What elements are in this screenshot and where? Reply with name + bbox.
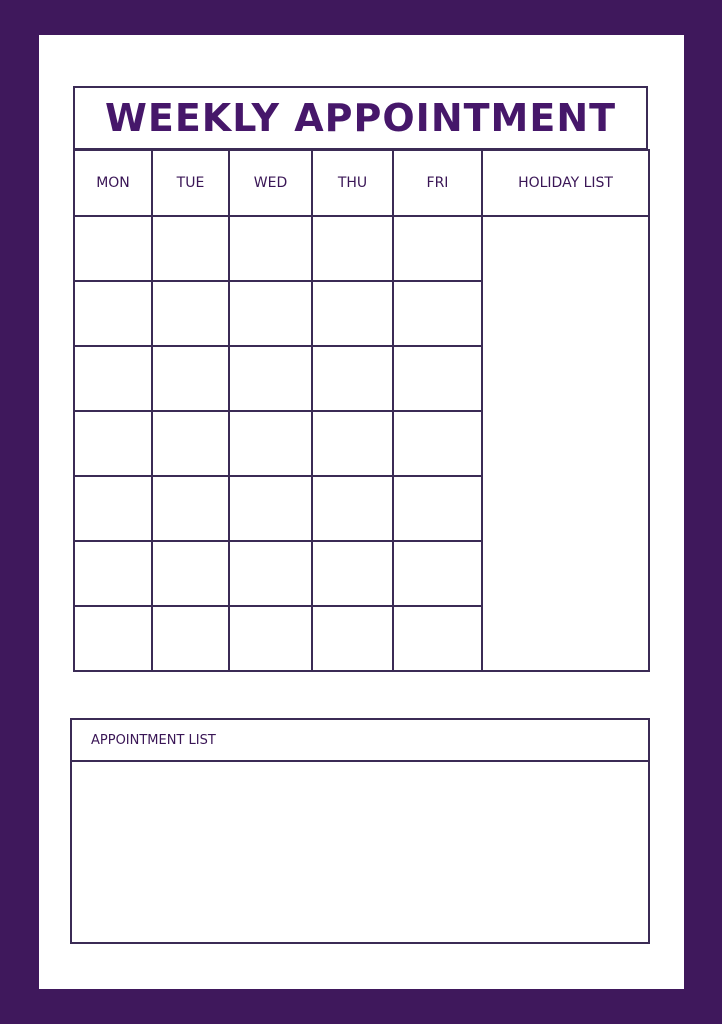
appointment-cell[interactable] [152,411,229,476]
day-header-fri: FRI [393,150,482,216]
day-header-thu: THU [312,150,393,216]
appointment-list-header [72,720,648,762]
appointment-cell[interactable] [74,281,152,346]
appointment-cell[interactable] [229,346,312,411]
appointment-cell[interactable] [393,606,482,671]
appointment-cell[interactable] [312,476,393,541]
day-header-mon: MON [74,150,152,216]
appointment-cell[interactable] [393,281,482,346]
appointment-cell[interactable] [74,606,152,671]
page-title: WEEKLY APPOINTMENT [104,96,617,140]
appointment-cell[interactable] [229,281,312,346]
appointment-cell[interactable] [229,216,312,281]
appointment-cell[interactable] [312,606,393,671]
appointment-cell[interactable] [312,541,393,606]
appointment-cell[interactable] [393,541,482,606]
appointment-list-box [70,718,650,944]
appointment-cell[interactable] [152,346,229,411]
table-row [74,216,649,281]
holiday-list-header: HOLIDAY LIST [482,150,649,216]
appointment-cell[interactable] [74,346,152,411]
appointment-cell[interactable] [393,476,482,541]
appointment-cell[interactable] [229,541,312,606]
appointment-cell[interactable] [393,346,482,411]
appointment-cell[interactable] [74,541,152,606]
appointment-cell[interactable] [74,476,152,541]
appointment-cell[interactable] [74,411,152,476]
appointment-list-area[interactable] [72,762,648,942]
appointment-cell[interactable] [229,476,312,541]
appointment-cell[interactable] [152,476,229,541]
appointment-cell[interactable] [312,411,393,476]
appointment-cell[interactable] [229,606,312,671]
appointment-cell[interactable] [312,216,393,281]
appointment-cell[interactable] [393,216,482,281]
appointment-cell[interactable] [152,541,229,606]
day-header-tue: TUE [152,150,229,216]
appointment-cell[interactable] [152,281,229,346]
appointment-list-label: APPOINTMENT LIST [91,732,216,748]
appointment-cell[interactable] [152,606,229,671]
grid-header-row [74,150,649,216]
appointment-cell[interactable] [229,411,312,476]
appointment-cell[interactable] [312,346,393,411]
appointment-cell[interactable] [152,216,229,281]
appointment-cell[interactable] [74,216,152,281]
day-header-wed: WED [229,150,312,216]
appointment-cell[interactable] [393,411,482,476]
holiday-list-area[interactable] [482,216,649,671]
appointment-cell[interactable] [312,281,393,346]
title-box [73,86,648,150]
weekly-grid [73,149,650,672]
